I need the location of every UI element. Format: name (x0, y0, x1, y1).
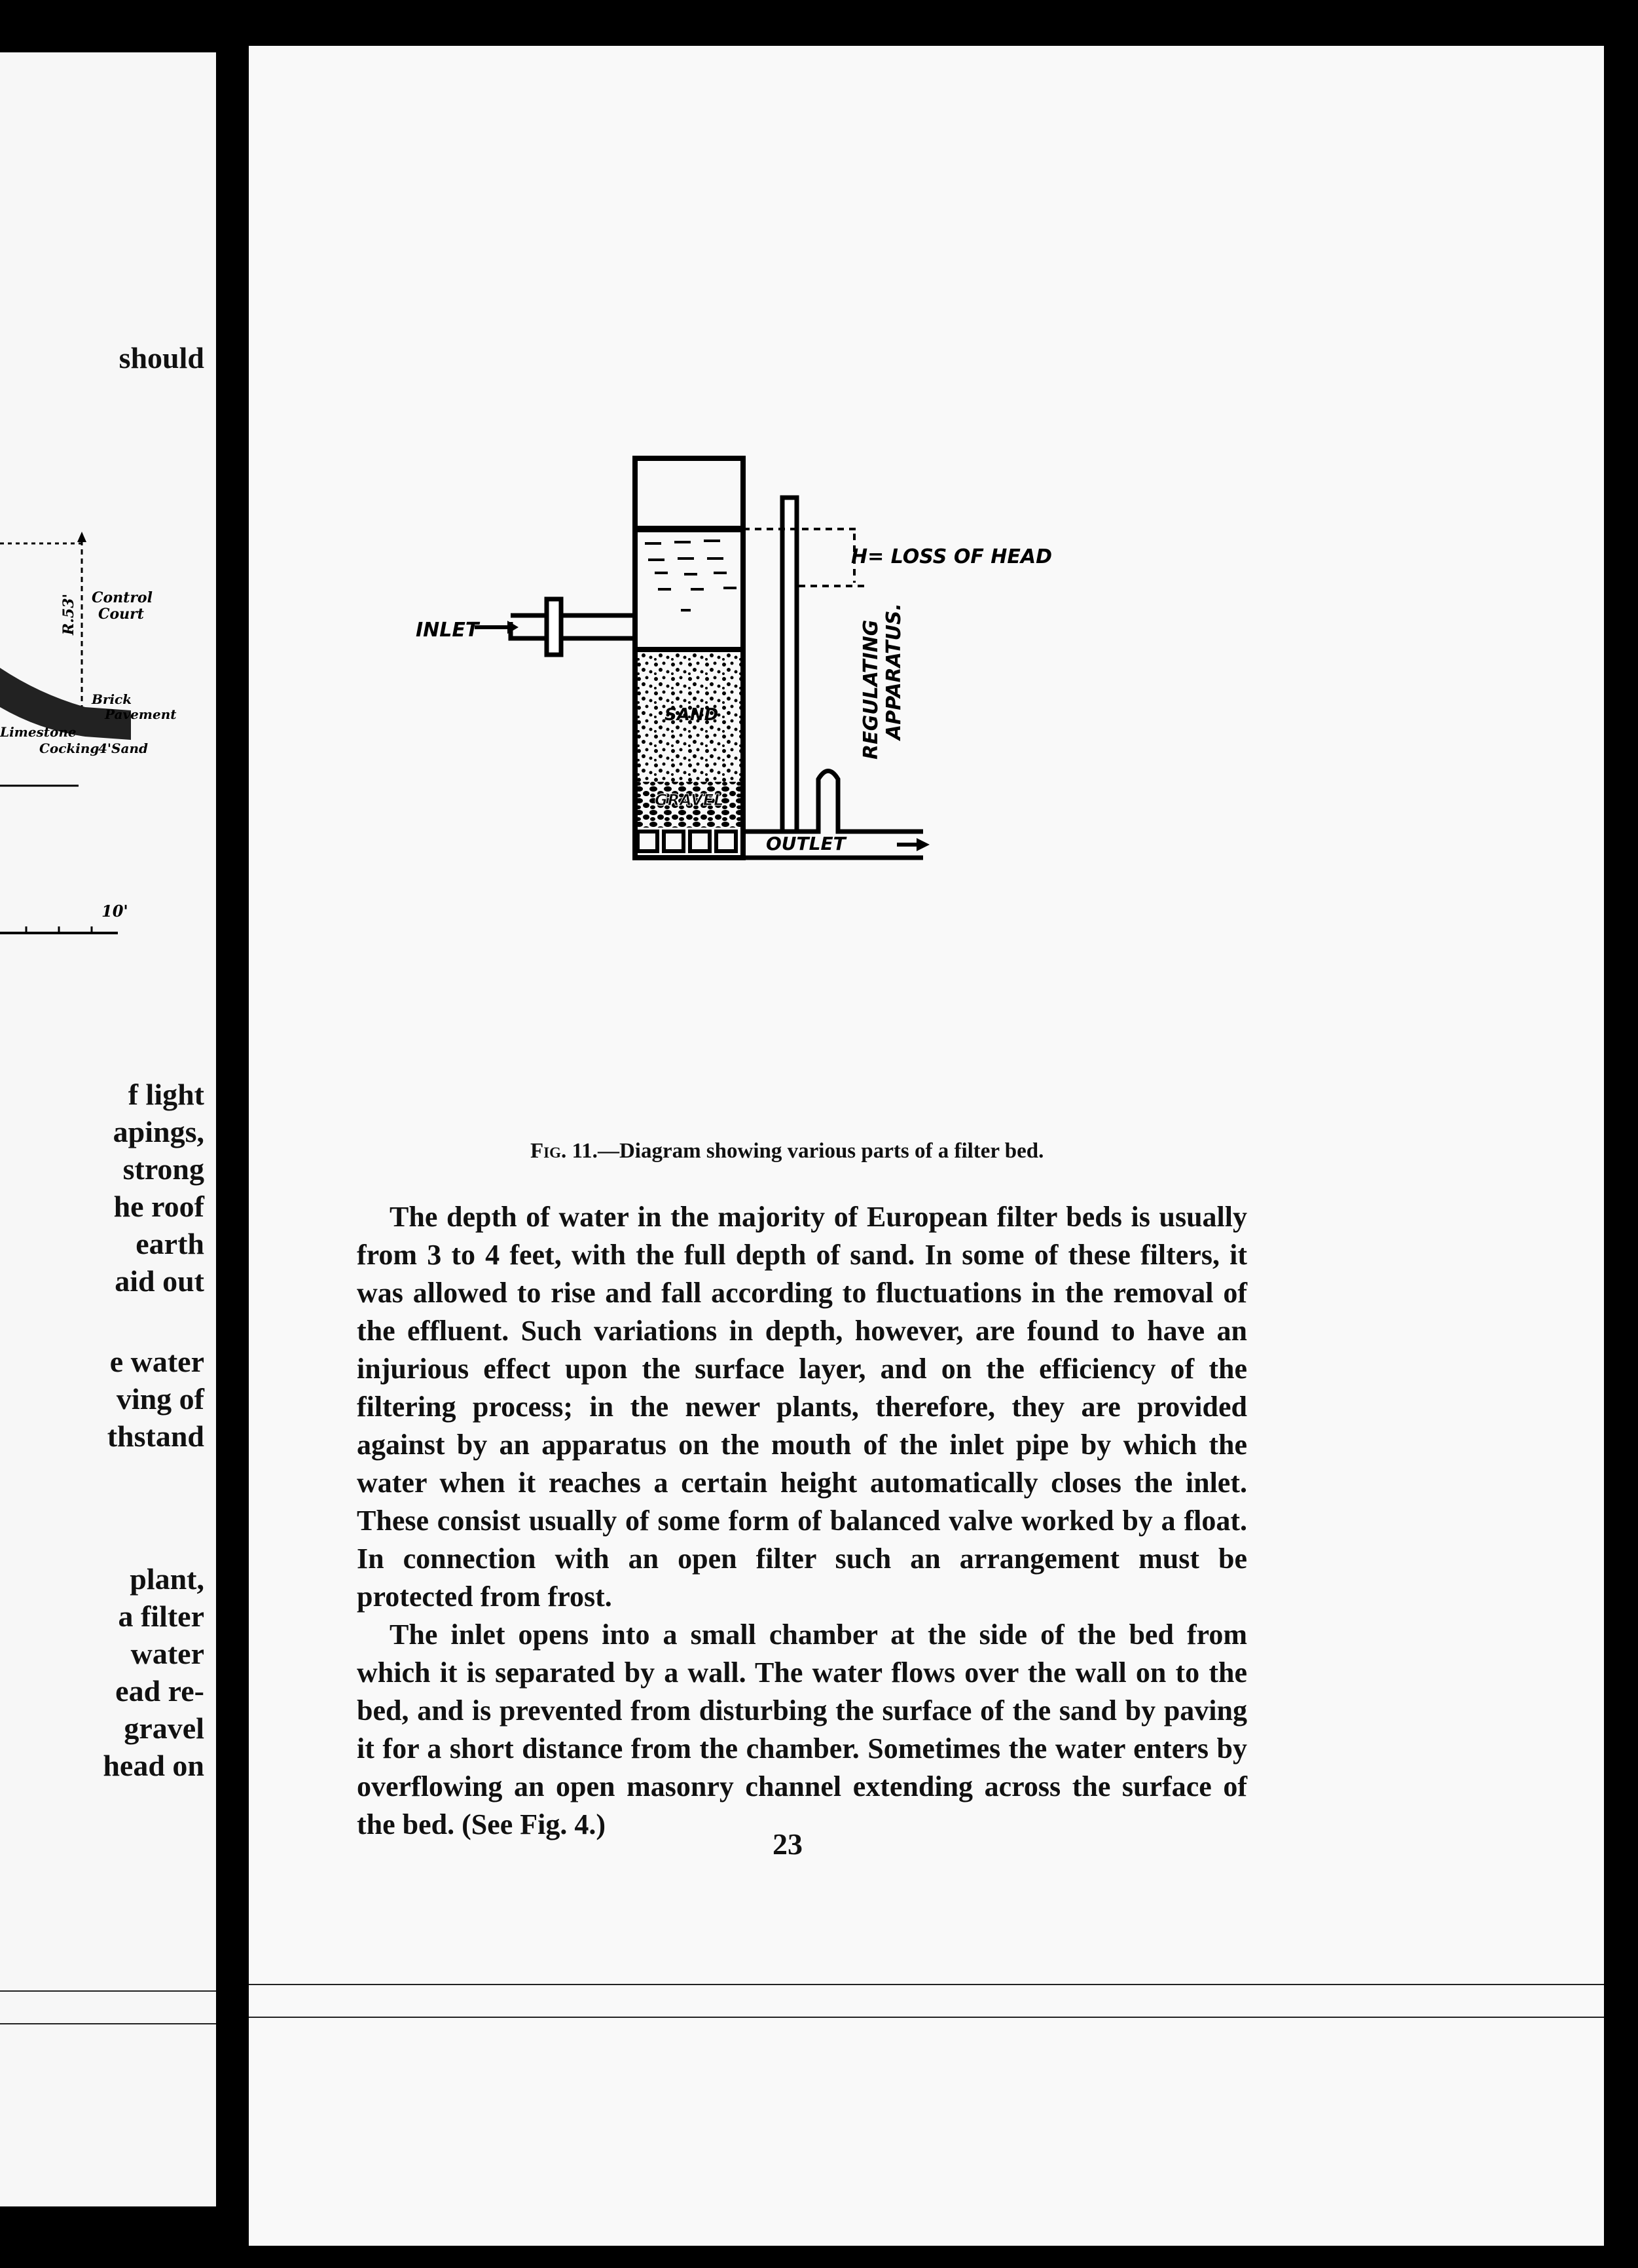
page-bottom-rule (249, 2017, 1604, 2018)
left-fig-label: Court (98, 606, 144, 623)
sand-layer (638, 647, 740, 783)
left-fig-label: Pavement (105, 706, 177, 722)
left-page-line: apings, (113, 1115, 204, 1148)
figure-caption-text: —Diagram showing various parts of a filter bed. (597, 1139, 1044, 1163)
left-page-line: water (130, 1637, 204, 1670)
loss-of-head-label: H= LOSS OF HEAD (851, 545, 1052, 568)
sand-label: SAND (664, 705, 719, 725)
book-gutter (216, 0, 249, 2268)
left-page-line: aid out (115, 1264, 204, 1298)
left-page-line: ving of (116, 1382, 204, 1416)
left-page-line: earth (136, 1227, 204, 1260)
left-page-line: a filter (118, 1600, 204, 1633)
page-number: 23 (773, 1827, 803, 1861)
left-page-fragment (0, 52, 216, 2206)
left-page-line: thstand (107, 1419, 204, 1453)
left-page-line: plant, (130, 1562, 204, 1596)
left-fig-label: Brick (92, 691, 132, 707)
outlet-label: OUTLET (766, 833, 846, 854)
left-page-line: f light (128, 1078, 204, 1111)
filter-bed-diagram (347, 373, 1394, 1133)
left-page-line: gravel (124, 1711, 204, 1745)
regulating-label: REGULATING (860, 619, 883, 759)
paragraph: The depth of water in the majority of European filter beds is usually from 3 to 4 feet, with the full depth of sand. In some of these filters, it was allowed to rise and fall according to fluctuations in the removal of the effluent. Such variations in depth, however, are found to have an injurious effect upon the surface layer, and on the efficiency of the filtering process; in the newer plants, therefore, they are provided against by an apparatus on the mouth of the inlet pipe by which the water when it reaches a certain height automatically closes the inlet. These consist usually of some form of balanced valve worked by a float. In connection with an open filter such an arrangement must be protected from frost. (357, 1201, 1247, 1613)
left-page-line: ead re- (115, 1674, 204, 1708)
gravel-layer (638, 782, 740, 828)
left-page-line: he roof (113, 1190, 204, 1223)
left-page-figure (0, 478, 216, 936)
outlet-arrow (897, 838, 930, 851)
left-fig-label: 4'Sand (98, 741, 148, 756)
left-page-rule (0, 1990, 216, 1992)
left-page-line: strong (122, 1152, 204, 1186)
underdrain-blocks (638, 832, 736, 851)
left-page-line: e water (109, 1345, 204, 1378)
inlet-label: INLET (416, 619, 479, 642)
inlet-pipe (511, 599, 635, 655)
left-fig-label: Limestone (0, 724, 77, 740)
gravel-label: GRAVEL (655, 791, 724, 809)
body-text (357, 1198, 1247, 1844)
figure-caption (530, 1139, 1381, 1163)
left-fig-label: Cocking (39, 741, 100, 756)
figure-number: Fig. 11. (530, 1139, 598, 1163)
left-page-line: should (118, 341, 204, 375)
loss-of-head-indicator (743, 529, 864, 586)
apparatus-label: APPARATUS. (883, 603, 905, 740)
left-fig-label: Control (92, 589, 153, 606)
left-page-rule (0, 2023, 216, 2024)
paragraph: The inlet opens into a small chamber at the side of the bed from which it is separated by a wall. The water flows over the wall on to the bed, and is prevented from disturbing the surface of the sand by paving it for a short distance from the chamber. Sometimes the water enters by overflowing an open masonry channel extending across the surface of the bed. (See Fig. 4.) (357, 1619, 1247, 1840)
left-page-line: head on (103, 1749, 204, 1782)
main-page (249, 46, 1604, 2246)
left-fig-label: R.53' (60, 593, 77, 635)
page-bottom-rule (249, 1984, 1604, 1985)
left-fig-label: 10' (101, 902, 128, 921)
water-surface (635, 526, 743, 610)
